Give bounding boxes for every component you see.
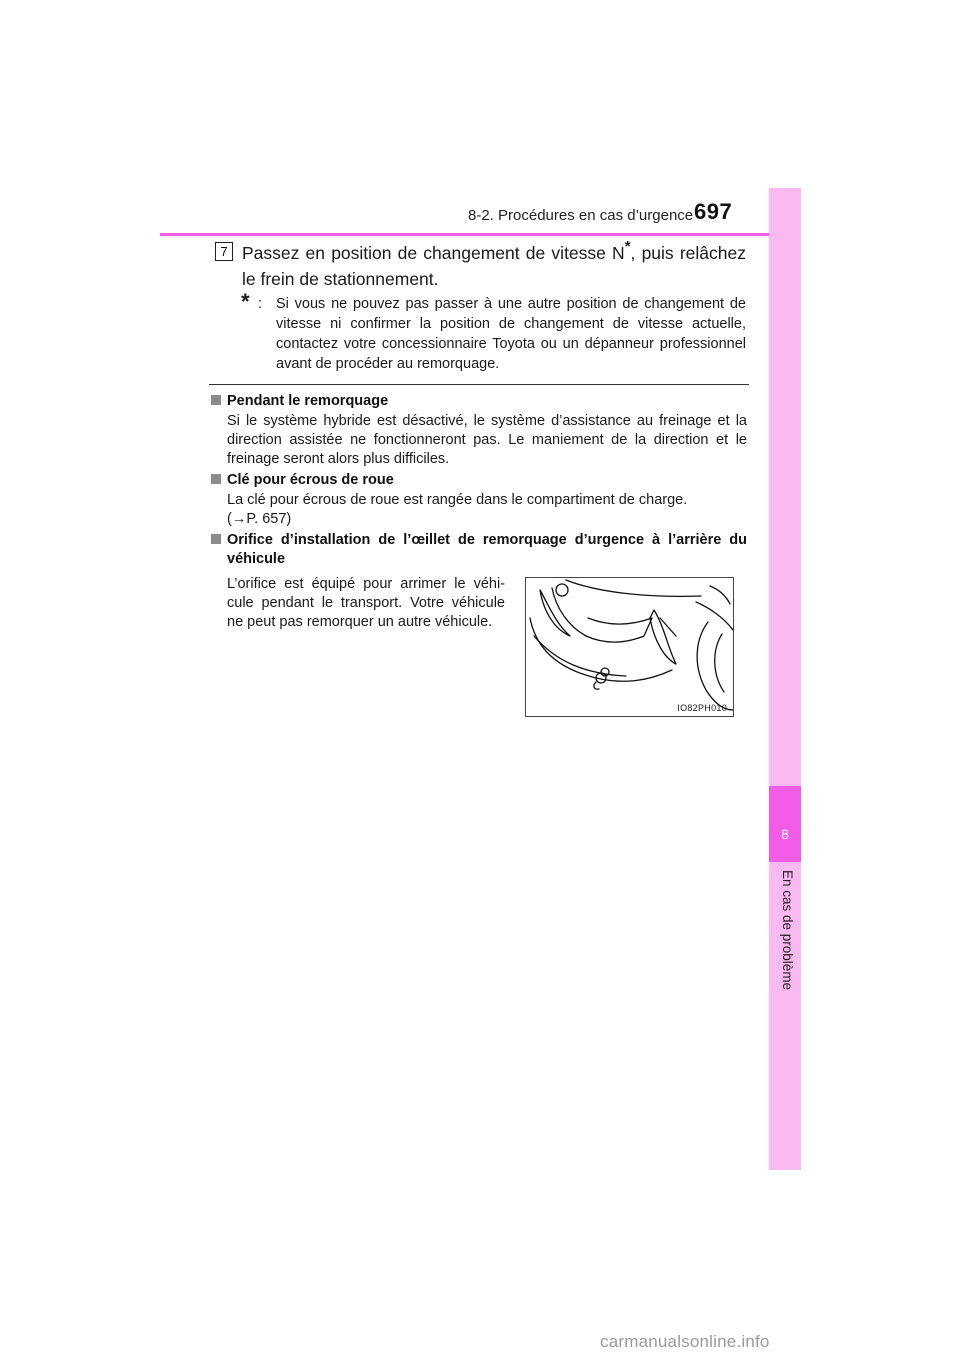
step-text-after: , puis relâchez le frein de stationnement. [242, 243, 746, 289]
step-instruction [242, 240, 746, 292]
step-asterisk: * [624, 238, 631, 255]
bullet-square-icon [211, 395, 221, 405]
body-line: L’orifice est équipé pour arrimer le véhi- [227, 576, 505, 592]
section-title-text: véhicule [227, 551, 286, 567]
page-number: 697 [694, 199, 733, 224]
bullet-square-icon [211, 474, 221, 484]
figure-code: IO82PH010 [677, 703, 727, 713]
section-body-towing [227, 412, 747, 469]
chapter-number: 8 [781, 826, 789, 842]
body-line: cule pendant le transport. Votre véhicule [227, 595, 505, 611]
chapter-tab-strip [769, 188, 801, 1170]
footnote-line: vitesse ni confirmer la position de changement de vitesse actuelle, [276, 316, 746, 332]
footnote-colon: : [258, 296, 263, 312]
body-line: (→P. 657) [227, 511, 292, 527]
rear-bumper-drawing [526, 578, 733, 716]
footnote-line: avant de procéder au remorquage. [276, 356, 500, 372]
section-body-towing-eyelet-hole [227, 575, 505, 632]
section-title-text: Clé pour écrous de roue [227, 472, 394, 488]
step-number-box: 7 [215, 242, 233, 261]
body-line: direction assistée ne fonctionneront pas. Le maniement de la direction et le [227, 432, 747, 448]
bullet-square-icon [211, 534, 221, 544]
running-header-section: 8-2. Procédures en cas d’urgence [468, 207, 694, 224]
section-title-towing-eyelet-hole [211, 531, 747, 569]
body-line: freinage seront alors plus difficiles. [227, 451, 450, 467]
chapter-tab-active [769, 786, 801, 862]
rear-bumper-illustration [525, 577, 734, 717]
section-title-text: Pendant le remorquage [227, 393, 389, 409]
footnote-line: Si vous ne pouvez pas passer à une autre position de changement de [276, 296, 746, 312]
section-title-wheel-nut-wrench [211, 471, 394, 490]
body-line: ne peut pas remorquer un autre véhicule. [227, 614, 493, 630]
footnote [258, 294, 746, 374]
section-body-wheel-nut-wrench [227, 491, 747, 529]
section-title-text: Orifice d’installation de l’œillet de remorquage d’urgence à l’arrière du [227, 532, 747, 548]
chapter-label: En cas de problème [780, 870, 795, 991]
section-title-towing [211, 392, 388, 411]
watermark: carmanualsonline.info [600, 1332, 770, 1351]
header-divider [160, 233, 800, 236]
footnote-line: contactez votre concessionnaire Toyota ou un dépanneur professionnel [276, 336, 746, 352]
step-text-before: Passez en position de changement de vitesse N [242, 243, 625, 263]
body-line: Si le système hybride est désactivé, le système d’assistance au freinage et la [227, 413, 747, 429]
footnote-asterisk: * [241, 289, 250, 314]
body-line: La clé pour écrous de roue est rangée dans le compartiment de charge. [227, 492, 688, 508]
section-divider [209, 384, 749, 385]
